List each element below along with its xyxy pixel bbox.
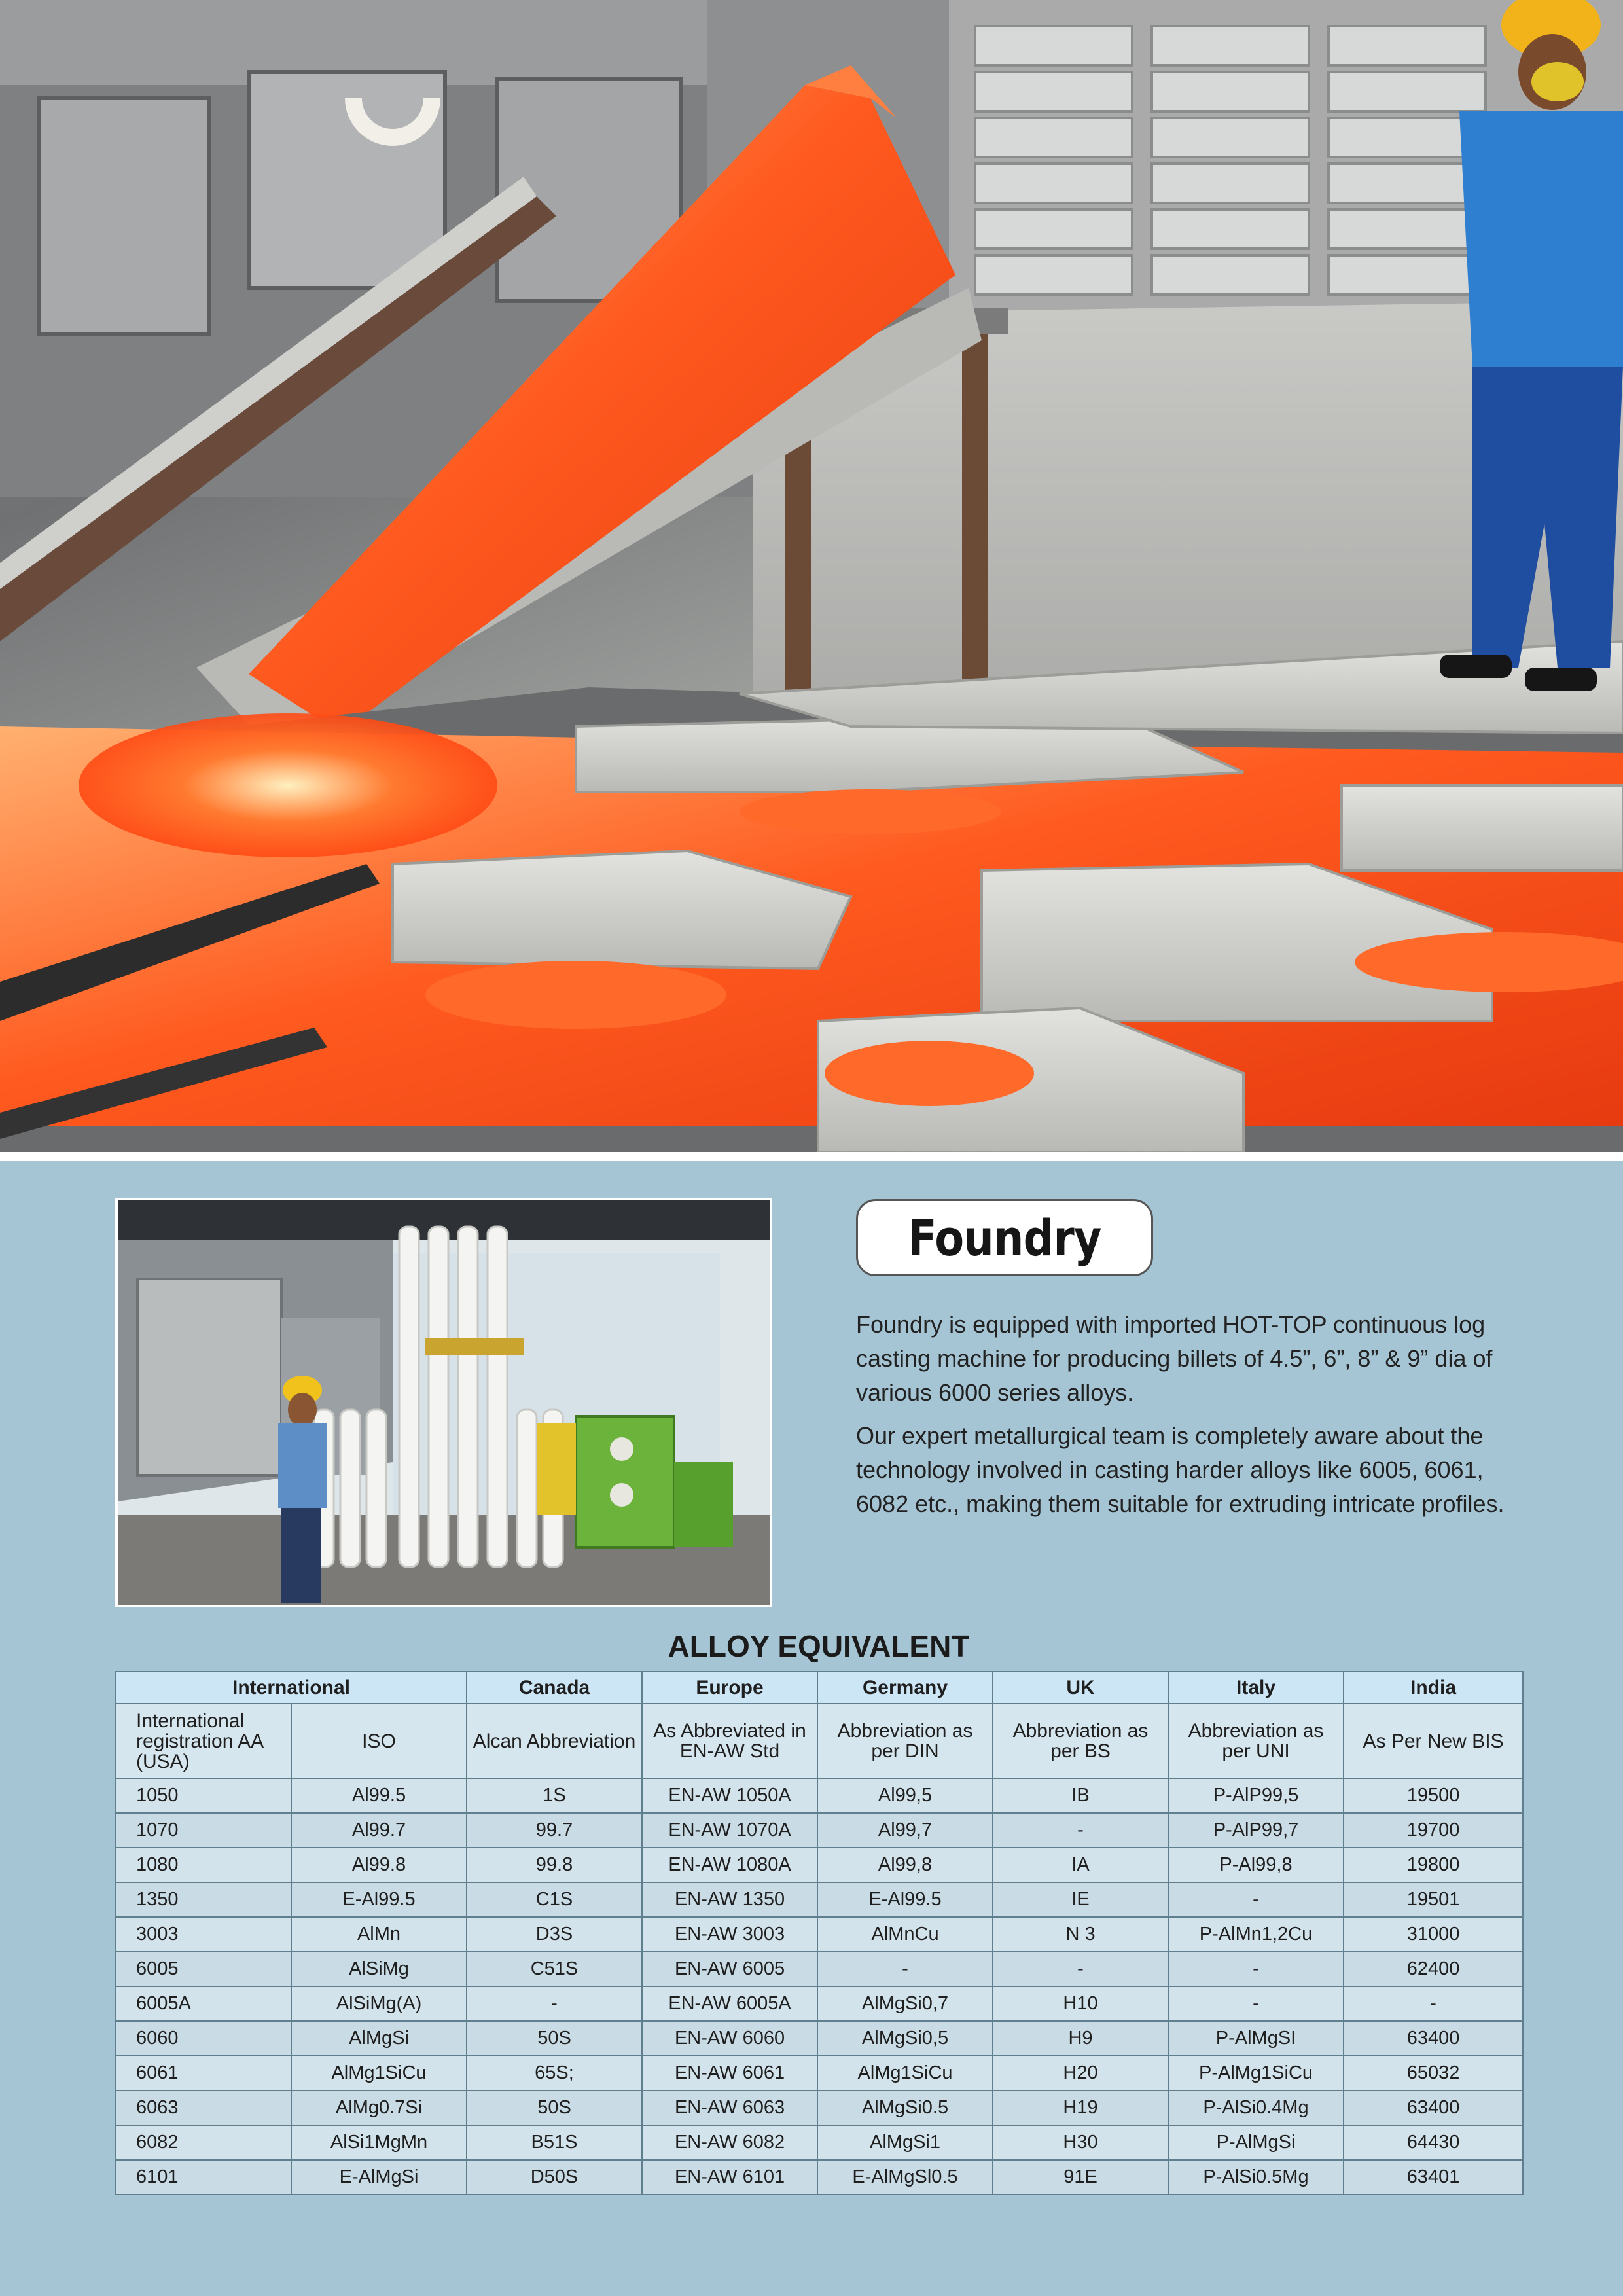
table-cell: 3003 (116, 1917, 291, 1952)
table-cell: B51S (467, 2125, 642, 2160)
table-cell: H10 (993, 1986, 1168, 2021)
column-header: As Per New BIS (1344, 1704, 1523, 1778)
table-cell: D50S (467, 2160, 642, 2195)
table-cell: 50S (467, 2021, 642, 2056)
table-cell: - (467, 1986, 642, 2021)
table-cell: IE (993, 1882, 1168, 1917)
table-cell: 6082 (116, 2125, 291, 2160)
table-cell: Al99.8 (291, 1848, 467, 1882)
table-cell: Al99.5 (291, 1778, 467, 1813)
table-cell: H9 (993, 2021, 1168, 2056)
table-cell: E-AlMgSi (291, 2160, 467, 2195)
table-cell: AlMg1SiCu (817, 2056, 993, 2090)
paragraph-intro: Foundry is equipped with imported HOT-TOP continuous log casting machine for producing billets of 4.5”, 6”, 8” & 9” dia of various 6000 series alloys. (856, 1311, 1493, 1406)
table-cell: AlMgSi0,7 (817, 1986, 993, 2021)
table-cell: E-Al99.5 (291, 1882, 467, 1917)
group-header: India (1344, 1672, 1523, 1704)
group-header: Europe (642, 1672, 817, 1704)
alloy-table-body (116, 1778, 1523, 2195)
table-cell: E-Al99.5 (817, 1882, 993, 1917)
table-row (116, 2160, 1523, 2195)
group-header: Canada (467, 1672, 642, 1704)
table-cell: 6101 (116, 2160, 291, 2195)
table-cell: C51S (467, 1952, 642, 1986)
table-cell: AlMg1SiCu (291, 2056, 467, 2090)
table-cell: 63400 (1344, 2090, 1523, 2125)
table-cell: 50S (467, 2090, 642, 2125)
table-cell: 99.8 (467, 1848, 642, 1882)
table-cell: 99.7 (467, 1813, 642, 1848)
table-cell: AlSiMg (291, 1952, 467, 1986)
table-cell: - (1344, 1986, 1523, 2021)
table-cell: 19501 (1344, 1882, 1523, 1917)
table-cell: AlMg0.7Si (291, 2090, 467, 2125)
table-cell: 6061 (116, 2056, 291, 2090)
table-cell: 6005 (116, 1952, 291, 1986)
table-cell: EN-AW 6101 (642, 2160, 817, 2195)
table-cell: 62400 (1344, 1952, 1523, 1986)
table-cell: AlMgSi0,5 (817, 2021, 993, 2056)
table-cell: 6063 (116, 2090, 291, 2125)
column-header: Alcan Abbreviation (467, 1704, 642, 1778)
table-cell: 64430 (1344, 2125, 1523, 2160)
table-row (116, 1882, 1523, 1917)
table-cell: P-AlMgSi (1168, 2125, 1344, 2160)
table-cell: 19800 (1344, 1848, 1523, 1882)
table-row (116, 2021, 1523, 2056)
column-header: International registration AA (USA) (116, 1704, 291, 1778)
table-row (116, 2056, 1523, 2090)
table-row (116, 1813, 1523, 1848)
table-cell: E-AlMgSl0.5 (817, 2160, 993, 2195)
table-cell: 1080 (116, 1848, 291, 1882)
table-cell: EN-AW 1080A (642, 1848, 817, 1882)
column-header: Abbreviation as per BS (993, 1704, 1168, 1778)
table-cell: EN-AW 6005 (642, 1952, 817, 1986)
table-cell: AlMn (291, 1917, 467, 1952)
paragraph-team: Our expert metallurgical team is completely aware about the technology involved in casting harder alloys like 6005, 6061, 6082 etc., making them suitable for extruding intricate profiles. (856, 1422, 1505, 1517)
table-cell: 1350 (116, 1882, 291, 1917)
table-cell: EN-AW 1350 (642, 1882, 817, 1917)
table-cell: - (1168, 1882, 1344, 1917)
group-header: Italy (1168, 1672, 1344, 1704)
table-cell: N 3 (993, 1917, 1168, 1952)
table-cell: EN-AW 1070A (642, 1813, 817, 1848)
table-cell: D3S (467, 1917, 642, 1952)
table-cell: AlSiMg(A) (291, 1986, 467, 2021)
table-cell: IA (993, 1848, 1168, 1882)
table-cell: P-Al99,8 (1168, 1848, 1344, 1882)
table-cell: H30 (993, 2125, 1168, 2160)
table-cell: AlMgSi0.5 (817, 2090, 993, 2125)
table-cell: EN-AW 1050A (642, 1778, 817, 1813)
inset-photo-log-casting-machine (115, 1198, 772, 1607)
table-cell: 65S; (467, 2056, 642, 2090)
table-cell: P-AlP99,7 (1168, 1813, 1344, 1848)
table-cell: 1S (467, 1778, 642, 1813)
group-header: UK (993, 1672, 1168, 1704)
table-cell: H20 (993, 2056, 1168, 2090)
table-cell: - (1168, 1986, 1344, 2021)
table-row (116, 1848, 1523, 1882)
column-header: Abbreviation as per UNI (1168, 1704, 1344, 1778)
foundry-heading-box (856, 1199, 1153, 1276)
table-cell: - (993, 1813, 1168, 1848)
table-row (116, 1986, 1523, 2021)
table-cell: 63401 (1344, 2160, 1523, 2195)
table-cell: P-AlMg1SiCu (1168, 2056, 1344, 2090)
table-cell: P-AlSi0.4Mg (1168, 2090, 1344, 2125)
alloy-table-title: ALLOY EQUIVALENT (668, 1629, 970, 1663)
column-header: As Abbreviated in EN-AW Std (642, 1704, 817, 1778)
table-cell: EN-AW 6082 (642, 2125, 817, 2160)
table-cell: AlMgSi1 (817, 2125, 993, 2160)
table-row (116, 1917, 1523, 1952)
table-cell: H19 (993, 2090, 1168, 2125)
table-cell: - (993, 1952, 1168, 1986)
alloy-equivalent-table (115, 1671, 1524, 2195)
table-cell: IB (993, 1778, 1168, 1813)
table-cell: 91E (993, 2160, 1168, 2195)
table-cell: 63400 (1344, 2021, 1523, 2056)
table-row (116, 2090, 1523, 2125)
group-header: Germany (817, 1672, 993, 1704)
table-cell: Al99,8 (817, 1848, 993, 1882)
table-cell: EN-AW 3003 (642, 1917, 817, 1952)
table-cell: 31000 (1344, 1917, 1523, 1952)
table-row (116, 1778, 1523, 1813)
table-group-header-row (116, 1672, 1523, 1704)
table-cell: 6060 (116, 2021, 291, 2056)
table-cell: 19700 (1344, 1813, 1523, 1848)
table-cell: AlMgSi (291, 2021, 467, 2056)
column-header: Abbreviation as per DIN (817, 1704, 993, 1778)
table-cell: P-AlMgSI (1168, 2021, 1344, 2056)
group-header: International (116, 1672, 467, 1704)
table-cell: C1S (467, 1882, 642, 1917)
table-cell: Al99,7 (817, 1813, 993, 1848)
table-cell: - (817, 1952, 993, 1986)
table-cell: P-AlP99,5 (1168, 1778, 1344, 1813)
table-cell: P-AlSi0.5Mg (1168, 2160, 1344, 2195)
table-cell: 6005A (116, 1986, 291, 2021)
table-cell: P-AlMn1,2Cu (1168, 1917, 1344, 1952)
table-cell: EN-AW 6005A (642, 1986, 817, 2021)
table-cell: AlSi1MgMn (291, 2125, 467, 2160)
table-cell: AlMnCu (817, 1917, 993, 1952)
table-cell: EN-AW 6061 (642, 2056, 817, 2090)
table-cell: 1050 (116, 1778, 291, 1813)
inset-illustration (118, 1200, 770, 1605)
table-cell: 19500 (1344, 1778, 1523, 1813)
hero-divider (0, 1152, 1623, 1161)
table-cell: - (1168, 1952, 1344, 1986)
table-cell: EN-AW 6063 (642, 2090, 817, 2125)
table-cell: 65032 (1344, 2056, 1523, 2090)
foundry-description (856, 1308, 1524, 1530)
page-title: Foundry (908, 1208, 1101, 1267)
table-cell: 1070 (116, 1813, 291, 1848)
table-row (116, 2125, 1523, 2160)
table-cell: Al99.7 (291, 1813, 467, 1848)
table-cell: EN-AW 6060 (642, 2021, 817, 2056)
table-column-header-row (116, 1704, 1523, 1778)
table-row (116, 1952, 1523, 1986)
table-cell: Al99,5 (817, 1778, 993, 1813)
column-header: ISO (291, 1704, 467, 1778)
